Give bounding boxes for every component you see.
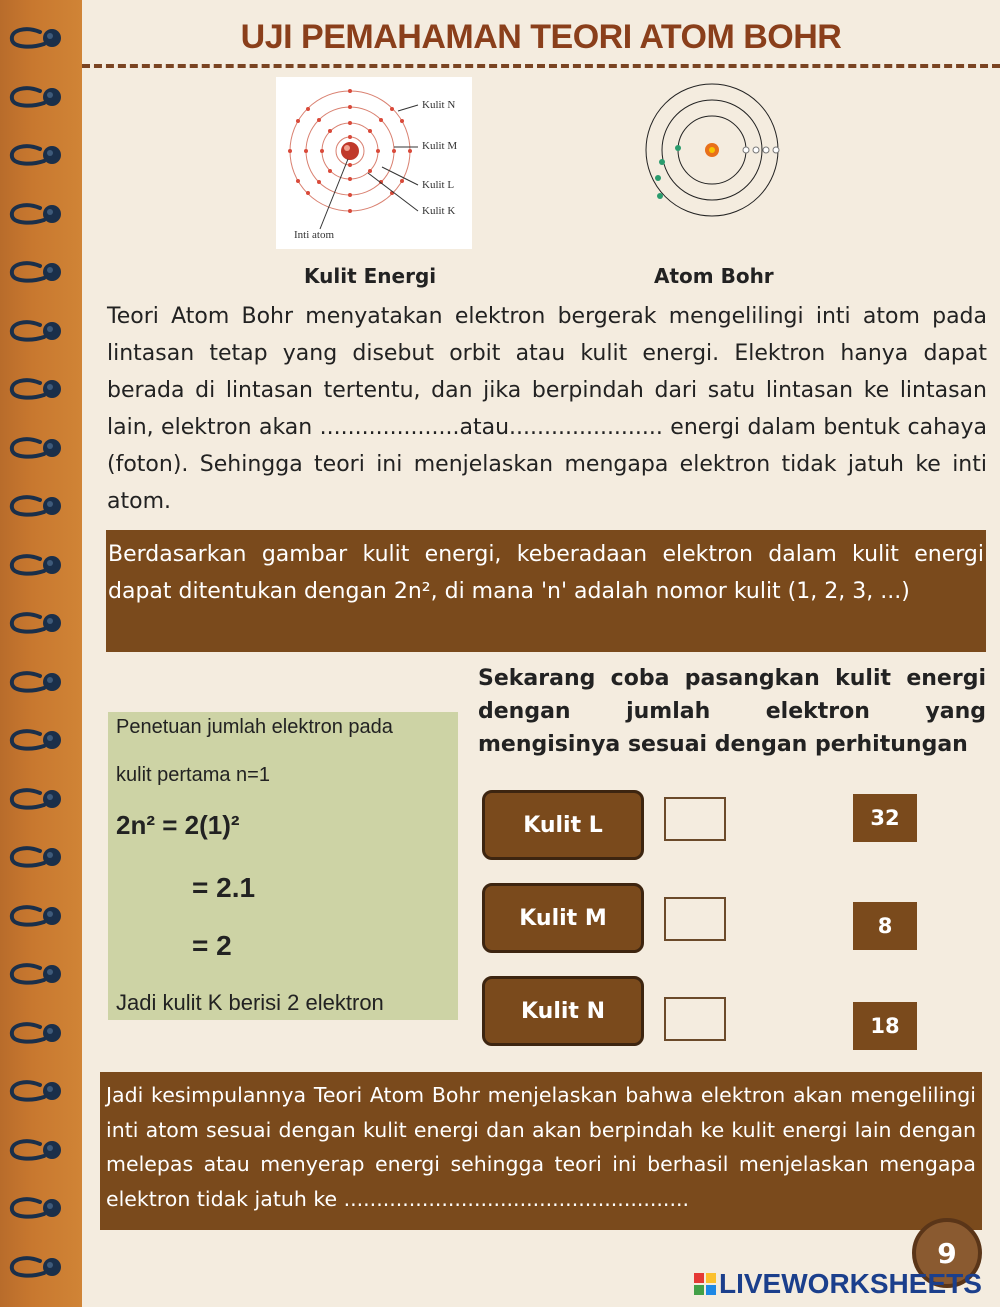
- binding-ring: [6, 551, 66, 579]
- answer-slot-kulit-l[interactable]: [664, 797, 726, 841]
- example-eq-2: = 2.1: [192, 872, 256, 903]
- answer-slot-kulit-m[interactable]: [664, 897, 726, 941]
- page-number: 9: [912, 1218, 982, 1288]
- caption-atom-bohr: Atom Bohr: [654, 264, 774, 288]
- binding-ring: [6, 960, 66, 988]
- binding-ring: [6, 609, 66, 637]
- summary-text: Jadi kesimpulannya Teori Atom Bohr menjelaskan bahwa elektron akan mengelilingi inti atom sesuai dengan kulit energi dan akan berpindah ke kulit energi lain dengan melepas atau menyerap energi sehingga teori ini berhasil menjelaskan mengapa elektron tidak jatuh ke .....................................................: [106, 1083, 976, 1211]
- liveworksheets-logo: [694, 1268, 982, 1300]
- example-line-2: kulit pertama n=1: [116, 764, 270, 786]
- label-kulit-n: Kulit N: [422, 99, 456, 111]
- binding-ring: [6, 902, 66, 930]
- example-conclusion: Jadi kulit K berisi 2 elektron: [116, 990, 384, 1015]
- binding-ring: [6, 200, 66, 228]
- binding-ring: [6, 1136, 66, 1164]
- label-kulit-l: Kulit L: [422, 179, 455, 191]
- notebook-binding: [0, 0, 82, 1307]
- energy-shell-diagram: [276, 77, 472, 249]
- liveworksheets-icon: [694, 1273, 716, 1295]
- page-title: UJI PEMAHAMAN TEORI ATOM BOHR: [240, 18, 842, 56]
- title-divider: [82, 64, 1000, 68]
- shell-button-kulit-l[interactable]: Kulit L: [482, 790, 644, 860]
- example-eq-3: = 2: [192, 930, 232, 961]
- intro-paragraph: Teori Atom Bohr menyatakan elektron bergerak mengelilingi inti atom pada lintasan tetap yang disebut orbit atau kulit energi. Elektron hanya dapat berada di lintasan tertentu, dan jika berpindah dari satu lintasan ke lintasan lain, elektron akan ....................atau...................... energi dalam bentuk cahaya (foton). Sehingga teori ini menjelaskan mengapa elektron tidak jatuh ke inti atom.: [107, 304, 987, 514]
- label-inti-atom: Inti atom: [294, 229, 335, 241]
- binding-ring: [6, 1253, 66, 1281]
- bohr-atom-diagram: [640, 78, 790, 218]
- formula-text: Berdasarkan gambar kulit energi, keberadaan elektron dalam kulit energi dapat ditentukan dengan 2n², di mana 'n' adalah nomor kulit (1, 2, 3, ...): [108, 542, 984, 604]
- shell-button-kulit-m[interactable]: Kulit M: [482, 883, 644, 953]
- binding-ring: [6, 1019, 66, 1047]
- label-kulit-k: Kulit K: [422, 205, 456, 217]
- binding-ring: [6, 317, 66, 345]
- binding-ring: [6, 492, 66, 520]
- brand-text: LIVEWORKSHEETS: [719, 1268, 982, 1299]
- binding-ring: [6, 843, 66, 871]
- binding-ring: [6, 375, 66, 403]
- binding-ring: [6, 785, 66, 813]
- binding-ring: [6, 1077, 66, 1105]
- example-box: [108, 712, 458, 1020]
- label-kulit-m: Kulit M: [422, 140, 458, 152]
- binding-ring: [6, 258, 66, 286]
- answer-option-32[interactable]: 32: [853, 794, 917, 842]
- example-eq-1: 2n² = 2(1)²: [116, 810, 240, 840]
- answer-slot-kulit-n[interactable]: [664, 997, 726, 1041]
- example-line-1: Penetuan jumlah elektron pada: [116, 716, 393, 738]
- binding-ring: [6, 434, 66, 462]
- binding-ring: [6, 83, 66, 111]
- binding-ring: [6, 1194, 66, 1222]
- binding-ring: [6, 668, 66, 696]
- answer-option-8[interactable]: 8: [853, 902, 917, 950]
- summary-box: [100, 1072, 982, 1230]
- formula-box: [106, 530, 986, 652]
- answer-option-18[interactable]: 18: [853, 1002, 917, 1050]
- worksheet-page: [82, 0, 1000, 1307]
- caption-kulit-energi: Kulit Energi: [304, 264, 437, 288]
- matching-instruction: Sekarang coba pasangkan kulit energi dengan jumlah elektron yang mengisinya sesuai dengan perhitungan: [478, 666, 986, 757]
- shell-button-kulit-n[interactable]: Kulit N: [482, 976, 644, 1046]
- binding-ring: [6, 726, 66, 754]
- binding-ring: [6, 141, 66, 169]
- binding-ring: [6, 24, 66, 52]
